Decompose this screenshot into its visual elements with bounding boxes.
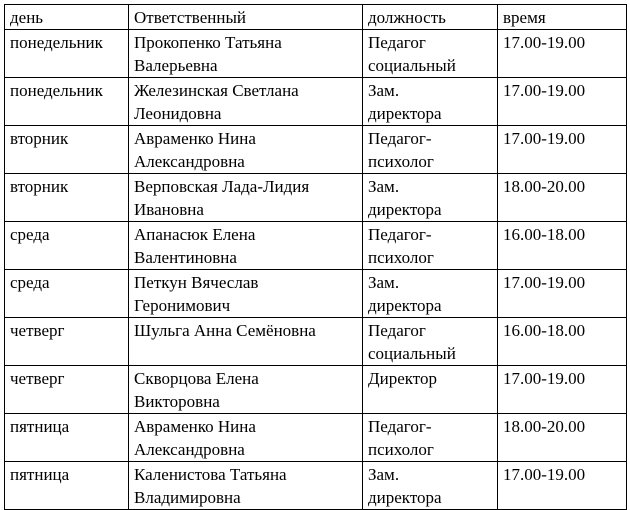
position-line: Зам.: [368, 465, 400, 484]
schedule-table: [4, 4, 627, 510]
cell-day: понедельник: [5, 78, 129, 126]
name-line: Викторовна: [134, 392, 220, 411]
position-line: директора: [368, 104, 442, 123]
cell-position: [363, 318, 498, 366]
cell-time: 17.00-19.00: [498, 366, 627, 414]
position-line: психолог: [368, 152, 434, 171]
cell-day: пятница: [5, 462, 129, 510]
cell-responsible: [129, 78, 363, 126]
position-line: Зам.: [368, 273, 400, 292]
cell-position: [363, 78, 498, 126]
name-line: Прокопенко Татьяна: [134, 33, 282, 52]
position-line: Директор: [368, 369, 437, 388]
cell-day: понедельник: [5, 30, 129, 78]
name-line: Шульга Анна Семёновна: [134, 321, 316, 340]
position-line: директора: [368, 488, 442, 507]
cell-responsible: [129, 174, 363, 222]
cell-position: [363, 366, 498, 414]
cell-position: [363, 174, 498, 222]
header-day: день: [5, 5, 129, 30]
position-line: директора: [368, 296, 442, 315]
cell-time: 16.00-18.00: [498, 222, 627, 270]
table-row: [5, 270, 627, 318]
name-line: Валентиновна: [134, 248, 237, 267]
table-row: [5, 126, 627, 174]
header-position: должность: [363, 5, 498, 30]
header-row: [5, 5, 627, 30]
position-line: Педагог-: [368, 129, 432, 148]
cell-responsible: [129, 318, 363, 366]
header-responsible: Ответственный: [129, 5, 363, 30]
name-line: Авраменко Нина: [134, 417, 256, 436]
cell-responsible: [129, 222, 363, 270]
cell-day: среда: [5, 222, 129, 270]
name-line: Авраменко Нина: [134, 129, 256, 148]
name-line: Скворцова Елена: [134, 369, 259, 388]
cell-time: 17.00-19.00: [498, 126, 627, 174]
cell-responsible: [129, 366, 363, 414]
position-line: социальный: [368, 56, 456, 75]
cell-day: пятница: [5, 414, 129, 462]
cell-position: [363, 270, 498, 318]
position-line: психолог: [368, 248, 434, 267]
position-line: Зам.: [368, 177, 400, 196]
cell-time: 16.00-18.00: [498, 318, 627, 366]
name-line: Каленистова Татьяна: [134, 465, 287, 484]
position-line: директора: [368, 200, 442, 219]
position-line: социальный: [368, 344, 456, 363]
name-line: Геронимович: [134, 296, 231, 315]
cell-day: вторник: [5, 126, 129, 174]
position-line: Зам.: [368, 81, 400, 100]
table-row: [5, 174, 627, 222]
cell-day: четверг: [5, 366, 129, 414]
table-row: [5, 462, 627, 510]
table-row: [5, 78, 627, 126]
table-header: [5, 5, 627, 30]
cell-position: [363, 126, 498, 174]
name-line: Леонидовна: [134, 104, 222, 123]
cell-responsible: [129, 30, 363, 78]
name-line: Ивановна: [134, 200, 204, 219]
position-line: Педагог: [368, 33, 426, 52]
cell-position: [363, 30, 498, 78]
cell-time: 17.00-19.00: [498, 30, 627, 78]
cell-responsible: [129, 126, 363, 174]
name-line: Валерьевна: [134, 56, 218, 75]
position-line: психолог: [368, 440, 434, 459]
cell-responsible: [129, 414, 363, 462]
name-line: Железинская Светлана: [134, 81, 299, 100]
cell-time: 18.00-20.00: [498, 414, 627, 462]
table-row: [5, 366, 627, 414]
name-line: Александровна: [134, 440, 245, 459]
name-line: Александровна: [134, 152, 245, 171]
cell-time: 17.00-19.00: [498, 462, 627, 510]
table-row: [5, 414, 627, 462]
cell-day: четверг: [5, 318, 129, 366]
name-line: Апанасюк Елена: [134, 225, 256, 244]
cell-position: [363, 222, 498, 270]
name-line: Верповская Лада-Лидия: [134, 177, 310, 196]
cell-day: среда: [5, 270, 129, 318]
cell-position: [363, 414, 498, 462]
table-row: [5, 30, 627, 78]
cell-position: [363, 462, 498, 510]
name-line: Петкун Вячеслав: [134, 273, 259, 292]
header-time: время: [498, 5, 627, 30]
table-body: [5, 30, 627, 510]
position-line: Педагог-: [368, 417, 432, 436]
table-row: [5, 222, 627, 270]
cell-time: 17.00-19.00: [498, 78, 627, 126]
cell-responsible: [129, 270, 363, 318]
cell-time: 17.00-19.00: [498, 270, 627, 318]
cell-responsible: [129, 462, 363, 510]
position-line: Педагог: [368, 321, 426, 340]
table-row: [5, 318, 627, 366]
cell-time: 18.00-20.00: [498, 174, 627, 222]
cell-day: вторник: [5, 174, 129, 222]
position-line: Педагог-: [368, 225, 432, 244]
name-line: Владимировна: [134, 488, 241, 507]
